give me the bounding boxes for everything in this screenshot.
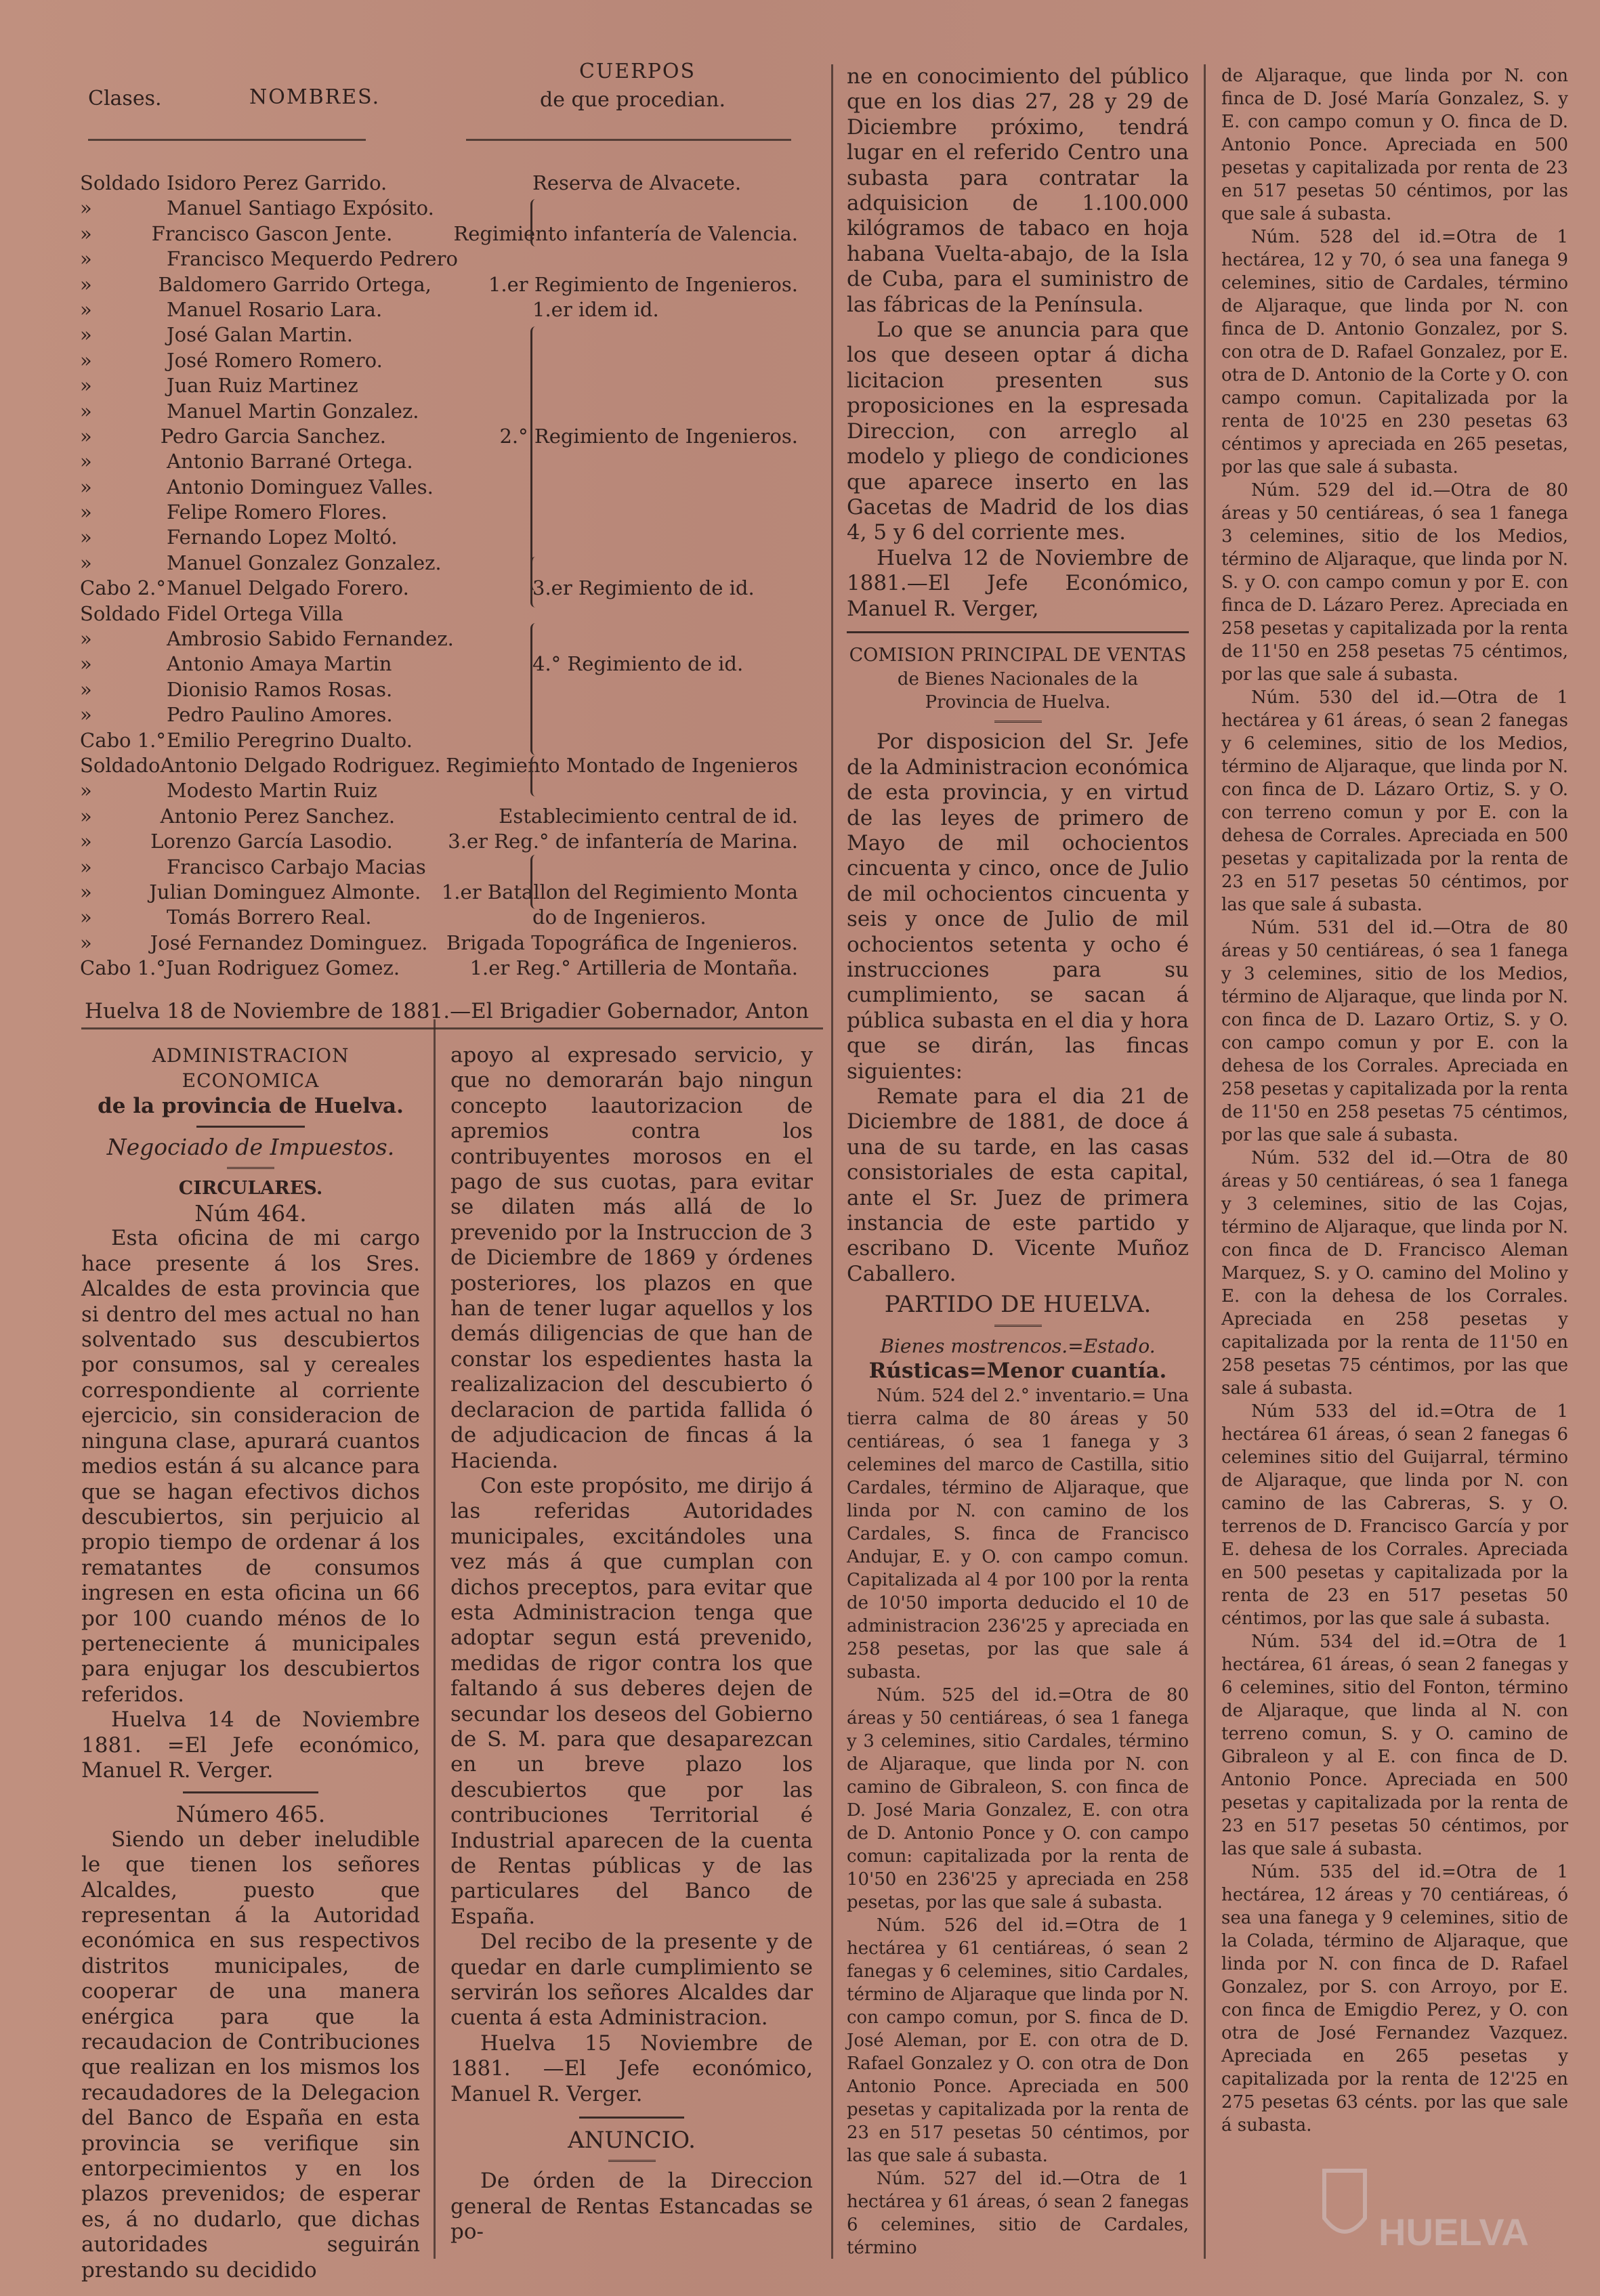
name: Fernando Lopez Moltó. xyxy=(167,526,398,549)
lot-527-cont: de Aljaraque, que linda por N. con finca de D. José María Gonzalez, S. y E. con campo comun y O. finca de D. Antonio Ponce. Apreciada en 500 pesetas y capitalizada por renta de 23 en 517 pesetas 50 céntimos, por las que sale á subasta. xyxy=(1221,66,1568,224)
corps xyxy=(532,525,798,550)
roster-row xyxy=(80,322,798,347)
paragraph: De órden de la Direccion general de Rentas Estancadas se po- xyxy=(450,2169,813,2245)
roster-row xyxy=(80,272,798,297)
name: Isidoro Perez Garrido. xyxy=(167,171,387,194)
name: Modesto Martin Ruiz xyxy=(167,779,377,803)
column-1 xyxy=(81,1043,420,2283)
roster-row xyxy=(80,525,798,550)
corps: 1.er Batallon del Regimiento Monta xyxy=(441,880,798,903)
rank: » xyxy=(80,677,92,701)
rank: » xyxy=(80,830,92,853)
roster-head-clases: Clases. xyxy=(88,87,162,110)
corps: 3.er Reg.° de infantería de Marina. xyxy=(448,830,798,853)
rank: » xyxy=(80,551,92,574)
roster-row xyxy=(80,702,798,727)
partido-heading: PARTIDO DE HUELVA. xyxy=(884,1291,1152,1319)
name: Emilio Peregrino Dualto. xyxy=(167,728,413,752)
paragraph: Lo que se anuncia para que los que deseen optar á dicha licitacion presenten sus proposiciones en la espresada Direccion, con arreglo al modelo y pliego de condiciones que aparece inserto en las Gacetas de Madrid de los dias 4, 5 y 6 del corriente mes. xyxy=(847,318,1189,545)
corps xyxy=(532,373,798,398)
column-4 xyxy=(1221,64,1568,2137)
roster-row xyxy=(80,399,798,424)
corps xyxy=(532,449,798,474)
column-rule xyxy=(1204,64,1206,2259)
roster-row xyxy=(80,677,798,702)
corps: Establecimiento central de id. xyxy=(499,804,798,828)
archive-stamp-logo xyxy=(1311,2157,1534,2272)
brace xyxy=(530,557,541,608)
section-title: Negociado de Impuestos. xyxy=(106,1134,395,1161)
name: Tomás Borrero Real. xyxy=(167,906,372,929)
corps xyxy=(532,500,798,525)
brace xyxy=(530,326,541,591)
brace xyxy=(530,623,541,755)
corps xyxy=(532,778,798,803)
roster-row xyxy=(80,626,798,652)
column-rule xyxy=(434,1019,436,2259)
roster-footer: Huelva 18 de Noviembre de 1881.—El Brigadier Gobernador, Anton xyxy=(85,999,809,1023)
name: Fidel Ortega Villa xyxy=(167,601,343,625)
divider xyxy=(994,1325,1042,1327)
corps xyxy=(532,601,798,626)
rank: » xyxy=(80,323,92,347)
roster-row xyxy=(80,728,798,753)
corps xyxy=(532,551,798,576)
rank: » xyxy=(80,348,92,372)
rank: » xyxy=(80,779,92,803)
circular-number: Núm 464. xyxy=(194,1200,307,1227)
roster-row xyxy=(80,829,798,854)
name: José Fernandez Dominguez. xyxy=(150,931,428,954)
rank: » xyxy=(80,247,92,271)
roster-row xyxy=(80,348,798,373)
rank: Cabo 1.° xyxy=(80,728,166,752)
section-rule xyxy=(81,1027,823,1029)
rank: » xyxy=(80,450,92,473)
brace xyxy=(530,199,541,247)
roster-row xyxy=(80,196,798,221)
roster-row xyxy=(80,449,798,474)
rank: » xyxy=(80,424,92,448)
name: Francisco Mequerdo Pedrero xyxy=(167,247,458,271)
rank: » xyxy=(80,501,92,524)
corps: do de Ingenieros. xyxy=(532,906,707,929)
roster-row xyxy=(80,551,798,576)
name: Antonio Amaya Martin xyxy=(167,652,392,676)
circular-signature: Huelva 14 de Noviembre 1881. =El Jefe económico, Manuel R. Verger. xyxy=(81,1707,420,1783)
comision-title: COMISION PRINCIPAL DE VENTAS xyxy=(849,644,1187,666)
corps: 1.er idem id. xyxy=(532,297,659,321)
admin-subtitle: de la provincia de Huelva. xyxy=(98,1093,404,1118)
circular-number: Número 465. xyxy=(175,1801,326,1828)
lot-533: Núm 533 del id.=Otra de 1 hectárea 61 áreas, ó sean 2 fanegas 6 celemines sitio del Guijarral, término de Aljaraque, que linda por N. con camino de las Cabreras, S. y O. terrenos de D. Francisco García y por E. dehesa de los Corrales. Apreciada en 500 pesetas y capitalizada por la renta de 23 en 517 pesetas 50 céntimos, por las que sale á subasta. xyxy=(1221,1401,1568,1629)
name: Francisco Carbajo Macias xyxy=(167,855,426,878)
rank: » xyxy=(80,475,92,498)
lot-534: Núm. 534 del id.=Otra de 1 hectárea, 61 áreas, ó sean 2 fanegas y 6 celemines, sitio del Fonton, término de Aljaraque, que linda al N. con terreno comun, S. y O. camino de Gibraleon y al E. con finca de D. Antonio Ponce. Apreciada en 500 pesetas y capitalizada por la renta de 23 en 517 pesetas 50 céntimos, por las que sale á subasta. xyxy=(1221,1632,1568,1859)
roster-row xyxy=(80,880,798,905)
circulares-heading: CIRCULARES. xyxy=(178,1177,323,1199)
roster-row xyxy=(80,297,798,322)
lot-528: Núm. 528 del id.=Otra de 1 hectárea, 12 y 70, ó sea una fanega 9 celemines, sitio de Cardales, término de Aljaraque, que linda por N. con finca de D. Antonio Gonzalez, por S. con otra de D. Rafael Gonzalez, por E. otra de D. Antonio de la Corte y O. con campo comun. Capitalizada por la renta de 10'25 en 230 pesetas 63 céntimos y apreciada en 265 pesetas, por las que sale á subasta. xyxy=(1221,227,1568,477)
name: Manuel Rosario Lara. xyxy=(167,297,383,321)
corps: 1.er Reg.° Artilleria de Montaña. xyxy=(469,956,798,980)
roster-head-procedencia: de que procedian. xyxy=(540,88,726,112)
signature: Huelva 12 de Noviembre de 1881.—El Jefe Económico, Manuel R. Verger, xyxy=(847,545,1189,621)
brace xyxy=(530,855,541,909)
name: Lorenzo García Lasodio. xyxy=(150,830,393,853)
lot-524: Núm. 524 del 2.° inventario.= Una tierra calma de 80 áreas y 50 centiáreas, ó sea 1 fanega y 3 celemines del marco de Castilla, sitio Cardales, término de Aljaraque, que linda por N. con camino de los Cardales, S. finca de Francisco Andujar, E. y O. con campo comun. Capitalizada al 4 por 100 por la renta de 10'50 importa deducido el 10 de administracion 236'25 y apreciada en 258 pesetas, por las que sale á subasta. xyxy=(847,1385,1189,1682)
roster-row xyxy=(80,247,798,272)
roster-row xyxy=(80,905,798,930)
roster-row xyxy=(80,475,798,500)
admin-title: ADMINISTRACION ECONOMICA xyxy=(152,1044,350,1092)
column-3 xyxy=(847,64,1189,2259)
rank: » xyxy=(80,374,92,398)
divider xyxy=(994,721,1042,723)
name: Manuel Delgado Forero. xyxy=(167,576,409,600)
signature: Huelva 15 Noviembre de 1881. —El Jefe económico, Manuel R. Verger. xyxy=(450,2031,813,2106)
roster-row xyxy=(80,601,798,626)
paragraph: apoyo al expresado servicio, y que no demorarán bajo ningun concepto laautorizacion de apremios contra los contribuyentes morosos en el pago de sus cuotas, para evitar se dilaten más allá de lo prevenido por la Instruccion de 3 de Diciembre de 1869 y órdenes posteriores, los plazos en que han de tener lugar aquellos y los demás diligencias de que han de constar los espedientes hasta la realizalizacion del descubierto ó declaracion de partida fallida ó de adjudicacion de fincas á la Hacienda. xyxy=(450,1043,813,1473)
comision-subtitle: de Bienes Nacionales de la xyxy=(897,669,1139,690)
lot-535: Núm. 535 del id.=Otra de 1 hectárea, 12 áreas y 70 centiáreas, ó sea una fanega y 9 celemines, sitio de la Colada, término de Aljaraque, que linda por N. con finca de D. Rafael Gonzalez, por S. con Arroyo, por E. con finca de Emigdio Perez, y O. con otra de José Fernandez Vazquez. Apreciada en 265 pesetas y capitalizada por la renta de 12'25 en 275 pesetas 63 cénts. por las que sale á subasta. xyxy=(1221,1862,1568,2135)
rank: » xyxy=(80,297,92,321)
anuncio-heading: ANUNCIO. xyxy=(568,2127,696,2154)
lot-527: Núm. 527 del id.—Otra de 1 hectárea y 61 áreas, ó sean 2 fanegas 6 celemines, sitio de Cardales, término xyxy=(847,2168,1189,2258)
corps xyxy=(532,728,798,753)
roster-head-cuerpos: CUERPOS xyxy=(579,60,696,83)
divider xyxy=(183,1791,318,1793)
rank: » xyxy=(80,906,92,929)
divider xyxy=(579,2117,684,2119)
roster-row xyxy=(80,500,798,525)
rank: » xyxy=(80,931,92,954)
column-rule xyxy=(831,64,833,2259)
name: Dionisio Ramos Rosas. xyxy=(167,677,393,701)
name: Julian Dominguez Almonte. xyxy=(149,880,421,903)
name: Manuel Gonzalez Gonzalez. xyxy=(167,551,442,574)
name: Juan Rodriguez Gomez. xyxy=(165,956,400,980)
rank: » xyxy=(80,196,92,220)
name: Ambrosio Sabido Fernandez. xyxy=(167,627,454,651)
corps xyxy=(532,247,798,272)
name: Antonio Delgado Rodriguez. xyxy=(160,753,441,777)
corps: Brigada Topográfica de Ingenieros. xyxy=(446,931,798,954)
rank: » xyxy=(80,399,92,423)
column-2 xyxy=(450,1043,813,2245)
corps xyxy=(532,855,798,880)
corps xyxy=(532,626,798,652)
roster-row xyxy=(80,576,798,601)
rank: » xyxy=(80,703,92,727)
roster-row xyxy=(80,956,798,981)
stamp-text: HUELVA xyxy=(1378,2211,1529,2253)
roster-row xyxy=(80,424,798,449)
lot-526: Núm. 526 del id.=Otra de 1 hectárea y 61 centiáreas, ó sean 2 fanegas y 6 celemines, sitio Cardales, término de Aljaraque que linda por N. con campo comun, por S. finca de D. José Aleman, por E. con otra de D. Rafael Gonzalez y O. con otra de Don Antonio Ponce. Apreciada en 500 pesetas y capitalizada por la renta de 23 en 517 pesetas 50 céntimos, por las que sale á subasta. xyxy=(847,1915,1189,2166)
rank: Soldado xyxy=(80,601,161,625)
corps: 1.er Regimiento de Ingenieros. xyxy=(488,272,798,296)
rank: » xyxy=(80,855,92,878)
name: Baldomero Garrido Ortega, xyxy=(158,272,431,296)
name: Pedro Paulino Amores. xyxy=(167,703,393,727)
name: Felipe Romero Flores. xyxy=(167,501,387,524)
corps: 3.er Regimiento de id. xyxy=(532,576,755,600)
rank: » xyxy=(80,221,92,245)
name: José Romero Romero. xyxy=(167,348,383,372)
rank: » xyxy=(80,652,92,676)
divider xyxy=(847,631,1189,633)
roster-row xyxy=(80,171,798,196)
paragraph: Remate para el dia 21 de Diciembre de 1881, de doce á una de su tarde, en las casas consistoriales de esta capital, ante el Sr. Juez de primera instancia de este partido y escribano D. Vicente Muñoz Caballero. xyxy=(847,1084,1189,1286)
roster-row xyxy=(80,753,798,778)
name: Antonio Barrané Ortega. xyxy=(167,450,413,473)
paragraph: Del recibo de la presente y de quedar en darle cumplimiento se servirán los señores Alcaldes dar cuenta á esta Administracion. xyxy=(450,1930,813,2031)
corps: Reserva de Alvacete. xyxy=(532,171,742,194)
roster-head-nombres: NOMBRES. xyxy=(249,85,381,109)
lot-529: Núm. 529 del id.—Otra de 80 áreas y 50 centiáreas, ó sea 1 fanega 3 celemines, sitio de los Medios, término de Aljaraque, que linda por N. S. y O. con campo comun y por E. con finca de D. Lázaro Perez. Apreciada en 258 pesetas y capitalizada por la renta de 11'50 en 258 pesetas 75 céntimos, por las que sale á subasta. xyxy=(1221,480,1568,685)
roster-row xyxy=(80,855,798,880)
lot-525: Núm. 525 del id.=Otra de 80 áreas y 50 centiáreas, ó sea 1 fanega y 3 celemines, sitio Cardales, término de Aljaraque, que linda por N. con camino de Gibraleon, S. con finca de D. José Maria Gonzalez, E. con otra de D. Antonio Ponce y O. con campo comun: capitalizada por la renta de 10'50 en 236'25 y apreciada en 258 pesetas, por las que sale á subasta. xyxy=(847,1684,1189,1913)
rank: » xyxy=(80,627,92,651)
rank: Soldado xyxy=(80,171,161,194)
roster-table xyxy=(80,171,798,981)
rank: » xyxy=(80,526,92,549)
rank: Soldado xyxy=(80,753,161,777)
roster-row xyxy=(80,931,798,956)
corps xyxy=(532,348,798,373)
corps xyxy=(532,677,798,702)
name: Pedro Garcia Sanchez. xyxy=(160,424,386,448)
circular-text: Siendo un deber ineludible le que tienen los señores Alcaldes, puesto que representan á la Autoridad económica en sus respectivos distritos municipales, de cooperar de una manera enérgica para que la recaudacion de Contribuciones que realizan en los mismos los recaudadores de la Delegacion del Banco de España en esta provincia se verifique sin entorpecimientos y en los plazos prevenidos; de esperar es, á no dudarlo, que dichas autoridades seguirán prestando su decidido xyxy=(81,1827,420,2282)
rank: » xyxy=(80,880,92,903)
name: Manuel Santiago Expósito. xyxy=(167,196,434,220)
divider xyxy=(196,1126,305,1128)
rank: » xyxy=(80,272,92,296)
crest-icon xyxy=(1311,2157,1534,2272)
corps xyxy=(532,475,798,500)
corps xyxy=(532,322,798,347)
rank: Cabo 2.° xyxy=(80,576,166,600)
lot-530: Núm. 530 del id.—Otra de 1 hectárea y 61 áreas, ó sean 2 fanegas y 6 celemines, sitio de los Medios, término de Aljaraque, que linda por N. con finca de D. Lázaro Ortiz, S. y O. con terreno comun y por E. con la dehesa de Corrales. Apreciada en 500 pesetas y capitalizada por la renta de 23 en 517 pesetas 50 céntimos, por las que sale á subasta. xyxy=(1221,687,1568,915)
name: Manuel Martin Gonzalez. xyxy=(167,399,419,423)
corps xyxy=(532,196,798,221)
corps: 4.° Regimiento de id. xyxy=(532,652,744,676)
rank: Cabo 1.° xyxy=(80,956,166,980)
corps: 2.° Regimiento de Ingenieros. xyxy=(499,424,798,448)
paragraph: Con este propósito, me dirijo á las referidas Autoridades municipales, excitándoles una vez más á que cumplan con dichos preceptos, para evitar que esta Administracion tenga que adoptar segun está prevenido, medidas de rigor contra los que faltando á sus deberes dejen de secundar los deseos del Gobierno de S. M. para que desaparezcan en un breve plazo los descubiertos que por las contribuciones Territorial é Industrial aparecen de la cuenta de Rentas públicas y de las particulares del Banco de España. xyxy=(450,1473,813,1929)
name: Juan Ruiz Martinez xyxy=(167,374,358,398)
roster-row xyxy=(80,652,798,677)
bienes-heading: Bienes mostrencos.=Estado. xyxy=(880,1334,1156,1357)
corps xyxy=(532,399,798,424)
name: José Galan Martin. xyxy=(167,323,353,347)
roster-row xyxy=(80,373,798,398)
roster-row xyxy=(80,804,798,829)
corps: Regimiento Montado de Ingenieros xyxy=(446,753,798,777)
name: Francisco Gascon Jente. xyxy=(151,221,393,245)
circular-text: Esta oficina de mi cargo hace presente á los Sres. Alcaldes de esta provincia que si dentro del mes actual no han solventado sus descubiertos por consumos, sal y cereales correspondiente al corriente ejercicio, sin consideracion de ninguna clase, apurará cuantos medios están á su alcance para que se hagan efectivos dichos descubiertos, sin perjuicio al propio tiempo de ordenar á los rematantes de consumos ingresen en esta oficina un 66 por 100 cuando ménos de lo perteneciente á municipales para enjugar los descubiertos referidos. xyxy=(81,1226,420,1707)
roster-row xyxy=(80,778,798,803)
corps xyxy=(532,702,798,727)
paragraph: Por disposicion del Sr. Jefe de la Administracion económica de esta provincia, y en virtud de las leyes de primero de Mayo de mil ochocientos cincuenta y cinco, once de Julio de mil ochocientos cincuenta y seis y once de Julio de mil ochocientos setenta y ocho é instrucciones para su cumplimiento, se sacan á pública subasta en el dia y hora que se dirán, las fincas siguientes: xyxy=(847,729,1189,1084)
divider xyxy=(608,2160,656,2162)
name: Antonio Perez Sanchez. xyxy=(160,804,396,828)
roster-head-rule xyxy=(466,139,791,141)
paragraph: ne en conocimiento del público que en los dias 27, 28 y 29 de Diciembre próximo, tendrá lugar en el referido Centro una subasta para contratar la adquisicion de 1.100.000 kilógramos de tabaco en hoja habana Vuelta-abajo, de la Isla de Cuba, para el suministro de las fábricas de la Península. xyxy=(847,64,1189,317)
rank: » xyxy=(80,804,92,828)
comision-subtitle: Provincia de Huelva. xyxy=(925,692,1111,713)
divider xyxy=(227,1167,274,1169)
lot-532: Núm. 532 del id.—Otra de 80 áreas y 50 centiáreas, ó sea 1 fanega y 3 celemines, sitio de las Cojas, término de Aljaraque, que linda por N. con finca de D. Francisco Aleman Marquez, S. y O. camino del Molino y E. con la dehesa de los Corrales. Apreciada en 258 pesetas y capitalizada por la renta de 11'50 en 258 pesetas 75 céntimos, por las que sale á subasta. xyxy=(1221,1148,1568,1399)
roster-head-rule xyxy=(88,139,366,141)
lot-531: Núm. 531 del id.—Otra de 80 áreas y 50 centiáreas, ó sea 1 fanega y 3 celemines, sitio de los Medios, término de Aljaraque, que linda por N. con finca de D. Lazaro Ortiz, S. y O. con campo comun y por E. con la dehesa de los Corrales. Apreciada en 258 pesetas y capitalizada por la renta de 11'50 en 258 pesetas 75 céntimos, por las que sale á subasta. xyxy=(1221,918,1568,1145)
rusticas-heading: Rústicas=Menor cuantía. xyxy=(868,1359,1167,1384)
name: Antonio Dominguez Valles. xyxy=(167,475,434,498)
roster-row xyxy=(80,221,798,247)
brace xyxy=(530,756,541,796)
corps: Regimiento infantería de Valencia. xyxy=(453,221,798,245)
